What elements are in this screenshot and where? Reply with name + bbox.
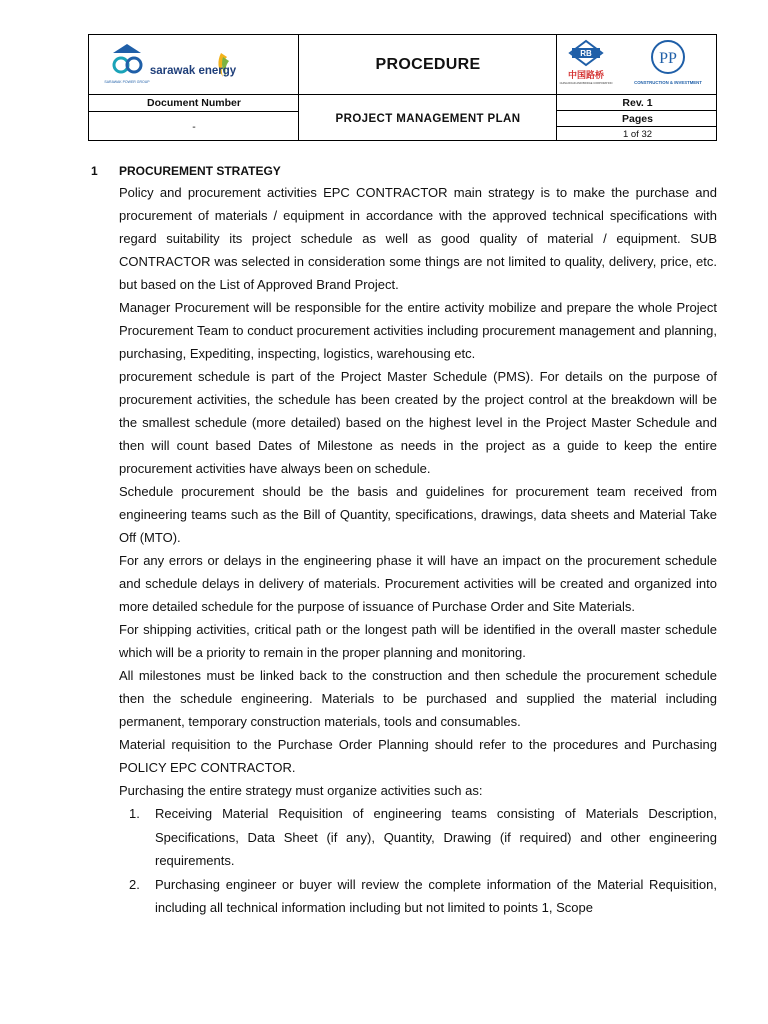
document-subtitle: PROJECT MANAGEMENT PLAN [335,112,521,125]
list-item [119,873,717,920]
pages-label: Pages [622,113,653,125]
pp-text: PP [659,50,677,67]
section-body [119,181,717,920]
org-small-text: SARAWAK POWER GROUP [104,80,150,84]
contractor-logos [557,35,718,95]
list-item-number: 2. [129,876,140,892]
document-title: PROCEDURE [375,56,481,73]
document-number-value: - [192,121,196,133]
paragraph: Manager Procurement will be responsible for the entire activity mobilize and prepare the whole Project Procurement Team to conduct procurement activities including procurement management and planning, purchasing, Expediting, inspecting, logistics, warehousing etc. [119,300,717,361]
paragraph: For any errors or delays in the engineering phase it will have an impact on the procurement schedule and schedule delays in delivery of materials. Procurement activities will be created and organized into more detailed schedule for the purpose of issuance of Purchase Order and Site Materials. [119,553,717,614]
list-item [119,802,717,873]
document-header-table [88,34,717,141]
activity-list [119,802,717,920]
roof-icon [113,44,141,53]
contractor-logo-graphic [557,35,718,95]
revision-label: Rev. 1 [622,97,653,109]
paragraph: procurement schedule is part of the Project Master Schedule (PMS). For details on the purpose of procurement activities, the schedule has been created by the project control at the breakdown will be the smallest schedule (more detailed) based on the highest level in the Project Master Schedule and then will count based Dates of Milestone as needs in the project as a guide to keep the entire procurement activities have always been on schedule. [119,369,717,476]
procurement-strategy-section [91,162,717,920]
client-logos [89,35,299,95]
rb-small-text: CHINA ROAD AND BRIDGE CORPORATION [559,82,613,85]
pp-caption: CONSTRUCTION & INVESTMENT [634,80,702,85]
brand-name: sarawak energy [149,65,237,77]
section-title: PROCUREMENT STRATEGY [119,164,281,178]
rb-text: RB [580,49,592,58]
paragraph: Schedule procurement should be the basis and guidelines for procurement team received from engineering teams such as the Bill of Quantity, specifications, drawings, data sheets and Material Take Off (MTO). [119,484,717,545]
paragraph: Purchasing the entire strategy must organize activities such as: [119,783,483,798]
section-heading [91,162,717,181]
paragraph: Material requisition to the Purchase Order Planning should refer to the procedures and Purchasing POLICY EPC CONTRACTOR. [119,737,717,775]
section-number: 1 [91,164,98,178]
pages-value: 1 of 32 [622,129,653,140]
paragraph: All milestones must be linked back to the construction and then schedule the procurement schedule then the schedule engineering. Materials to be purchased and supplied the material including permanent, temporary construction materials, tools and consumables. [119,668,717,729]
paragraph: For shipping activities, critical path or the longest path will be identified in the overall master schedule which will be a priority to remain in the proper planning and monitoring. [119,622,717,660]
list-item-number: 1. [129,806,140,821]
paragraph: Policy and procurement activities EPC CONTRACTOR main strategy is to make the purchase and procurement of materials / equipment in accordance with the approved technical specifications with regard suitability its project schedule as well as good quality of material / equipment. SUB CONTRACTOR was selected in consideration some things are not limited to quality, delivery, price, etc. but based on the List of Approved Brand Project. [119,185,717,292]
list-item-text: Purchasing engineer or buyer will review the complete information of the Material Requisition, including all technical information including but not limited to points 1, Scope [155,876,717,915]
rb-chinese-text: 中国路桥 [567,71,605,81]
sarawak-energy-logo [89,35,299,95]
document-number-label: Document Number [147,97,241,109]
list-item-text: Receiving Material Requisition of engineering teams consisting of Materials Description, Specifications, Data Sheet (if any), Quantity, Drawing (if required) and other engineering requirements. [155,806,717,868]
